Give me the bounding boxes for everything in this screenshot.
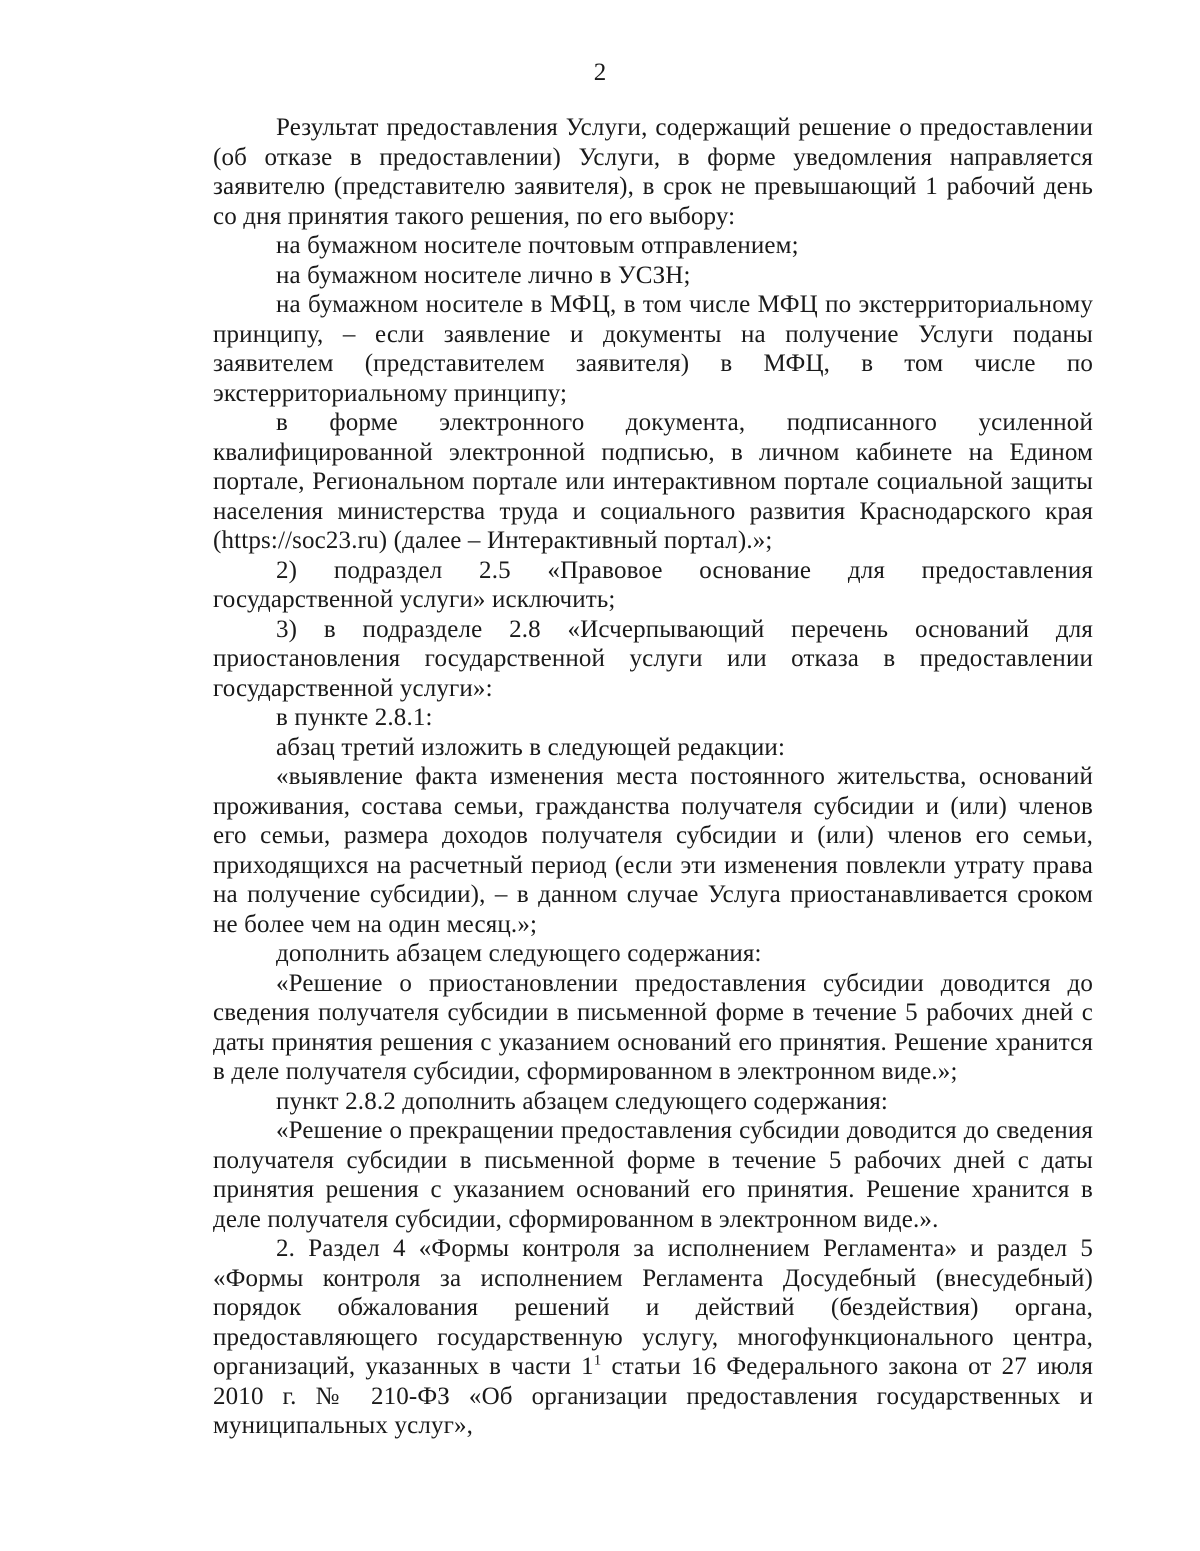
section-2-text-end: статьи 16 Федерального закона от 27 июля 2010 г. № 210-ФЗ «Об организации предоставления государственных и муниципальных услуг», (213, 1353, 1093, 1439)
paragraph-third-abzac: абзац третий изложить в следующей редакции: (276, 733, 786, 761)
document-body (213, 113, 1093, 1441)
paragraph-point-2-8-1: в пункте 2.8.1: (276, 704, 433, 731)
paragraph-item-2: 2) подраздел 2.5 «Правовое основание для предоставления государственной услуги» исключить; (213, 556, 1093, 613)
section-2-text-start: 2. Раздел 4 «Формы контроля за исполнением Регламента» и раздел 5 «Формы контроля за исполнением Регламента Досудебный (внесудебный) порядок обжалования решений и действий (бездействия) органа, предоставляющего государственную услугу, многофункционального центра, организаций, указанных в части 1 (213, 1235, 1093, 1380)
superscript-one: 1 (593, 1352, 602, 1369)
paragraph-section-2 (213, 1234, 1093, 1441)
paragraph-quote-suspension: «Решение о приостановлении предоставления субсидии доводится до сведения получателя субсидии в письменной форме в течение 5 рабочих дней с даты принятия решения с указанием оснований его принятия. Решение хранится в деле получателя субсидии, сформированном в электронном виде.»; (213, 969, 1093, 1085)
paragraph-option-mail: на бумажном носителе почтовым отправлением; (276, 232, 799, 259)
paragraph-quote-termination: «Решение о прекращении предоставления субсидии доводится до сведения получателя субсидии в письменной форме в течение 5 рабочих дней с даты принятия решения с указанием оснований его принятия. Решение хранится в деле получателя субсидии, сформированном в электронном виде.». (213, 1117, 1093, 1233)
paragraph-option-electronic: в форме электронного документа, подписанного усиленной квалифицированной электронной подписью, в личном кабинете на Едином портале, Региональном портале или интерактивном портале социальной защиты населения министерства труда и социального развития Краснодарского края (https://soc23.ru) (далее – Интерактивный портал).»; (213, 409, 1093, 554)
paragraph-result: Результат предоставления Услуги, содержащий решение о предоставлении (об отказе в предоставлении) Услуги, в форме уведомления направляется заявителю (представителю заявителя), в срок не превышающий 1 рабочий день со дня принятия такого решения, по его выбору: (213, 114, 1093, 230)
paragraph-option-mfc: на бумажном носителе в МФЦ, в том числе МФЦ по экстерриториальному принципу, – если заявление и документы на получение Услуги поданы заявителем (представителем заявителя) в МФЦ, в том числе по экстерриториальному принципу; (213, 291, 1093, 407)
paragraph-point-2-8-2: пункт 2.8.2 дополнить абзацем следующего содержания: (276, 1087, 888, 1115)
paragraph-add-abzac: дополнить абзацем следующего содержания: (276, 940, 762, 967)
paragraph-option-uszn: на бумажном носителе лично в УСЗН; (276, 261, 691, 289)
paragraph-item-3: 3) в подразделе 2.8 «Исчерпывающий перечень оснований для приостановления государственной услуги или отказа в предоставлении государственной услуги»: (213, 615, 1093, 702)
paragraph-quote-change: «выявление факта изменения места постоянного жительства, оснований проживания, состава семьи, гражданства получателя субсидии и (или) членов его семьи, размера доходов получателя субсидии и (или) членов его семьи, приходящихся на расчетный период (если эти изменения повлекли утрату права на получение субсидии), – в данном случае Услуга приостанавливается сроком не более чем на один месяц.»; (213, 763, 1093, 938)
page-number: 2 (593, 59, 607, 86)
